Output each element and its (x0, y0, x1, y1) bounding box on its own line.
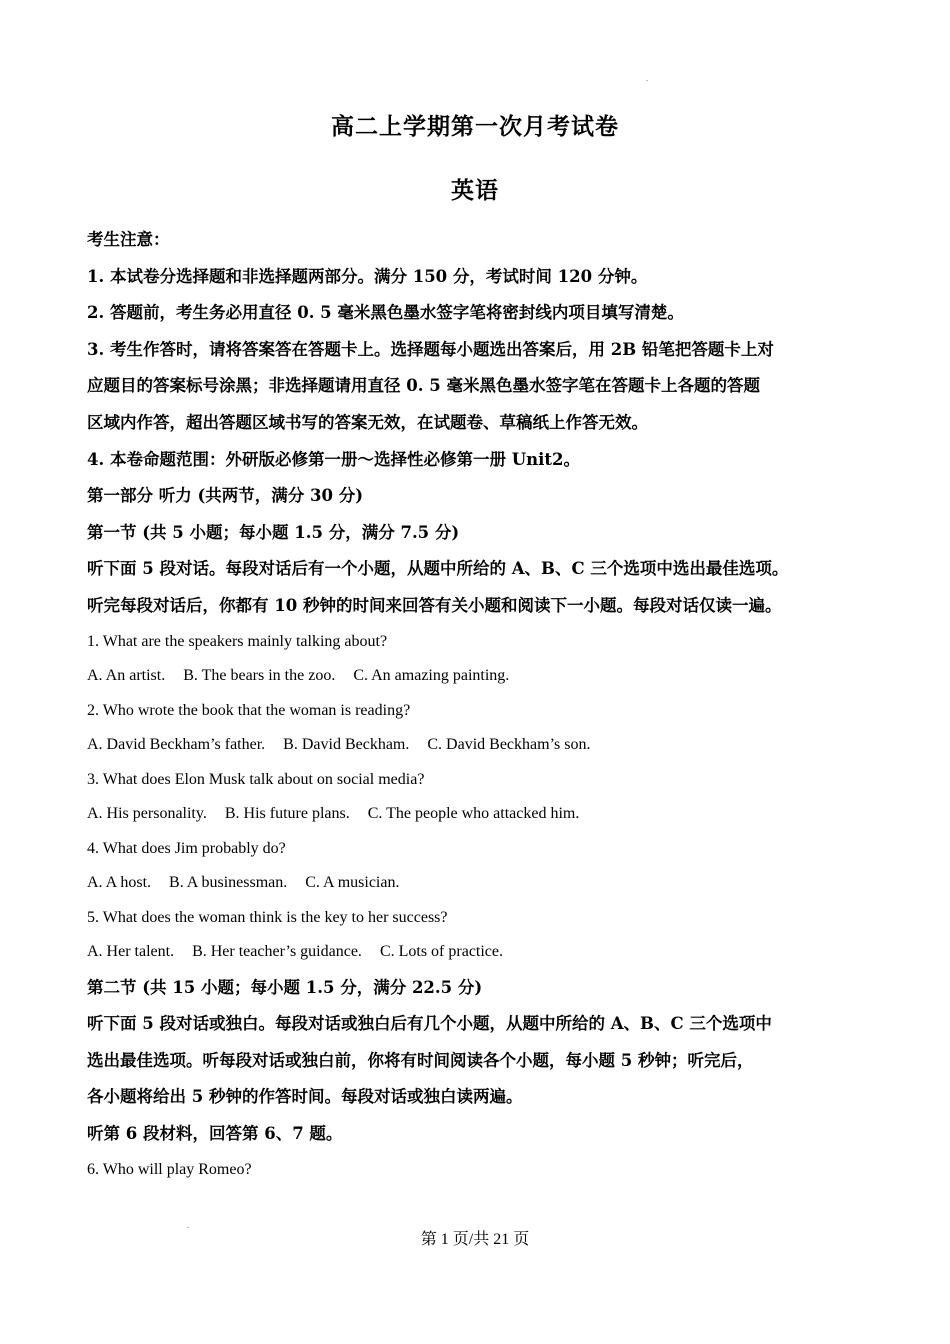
option-c: C. An amazing painting. (353, 667, 510, 685)
option-b: B. A businessman. (169, 874, 288, 892)
part1-heading: 第一部分 听力 (共两节，满分 30 分) (87, 486, 364, 506)
option-c: C. The people who attacked him. (367, 805, 580, 823)
question-6: 6. Who will play Romeo? (87, 1160, 252, 1178)
section2-heading: 第二节 (共 15 小题；每小题 1.5 分，满分 22.5 分) (87, 977, 483, 997)
question-4-options (87, 866, 877, 901)
material-heading: 听第 6 段材料，回答第 6、7 题。 (87, 1123, 343, 1143)
section1-instruction: 听下面 5 段对话。每段对话后有一个小题，从题中所给的 A、B、C 三个选项中选出最佳选项。 (87, 559, 789, 579)
exam-title: 高二上学期第一次月考试卷 (331, 113, 619, 140)
option-b: B. Her teacher’s guidance. (192, 943, 362, 961)
option-b: B. David Beckham. (283, 736, 410, 754)
exam-subject: 英语 (451, 177, 499, 204)
section2-instruction: 选出最佳选项。听每段对话或独白前，你将有时间阅读各个小题，每小题 5 秒钟；听完后， (87, 1050, 754, 1070)
section2-instruction: 各小题将给出 5 秒钟的作答时间。每段对话或独白读两遍。 (87, 1087, 523, 1107)
question-1-options (87, 659, 877, 694)
option-b: B. The bears in the zoo. (183, 667, 336, 685)
notice-item: 4. 本卷命题范围：外研版必修第一册～选择性必修第一册 Unit2。 (87, 449, 580, 469)
section1-instruction: 听完每段对话后，你都有 10 秒钟的时间来回答有关小题和阅读下一小题。每段对话仅读一遍。 (87, 595, 782, 615)
option-c: C. Lots of practice. (379, 943, 504, 961)
section2-instruction: 听下面 5 段对话或独白。每段对话或独白后有几个小题，从题中所给的 A、B、C 三个选项中 (87, 1014, 772, 1034)
notice-item: 3. 考生作答时，请将答案答在答题卡上。选择题每小题选出答案后，用 2B 铅笔把答题卡上对 (87, 339, 774, 359)
option-a: A. Her talent. (87, 943, 175, 961)
question-2: 2. Who wrote the book that the woman is reading? (87, 701, 411, 719)
option-c: C. A musician. (305, 874, 400, 892)
notice-item: 应题目的答案标号涂黑；非选择题请用直径 0. 5 毫米黑色墨水签字笔在答题卡上各题的答题 (87, 376, 760, 396)
question-4: 4. What does Jim probably do? (87, 839, 286, 857)
notice-item: 区域内作答，超出答题区域书写的答案无效，在试题卷、草稿纸上作答无效。 (87, 412, 648, 432)
question-3: 3. What does Elon Musk talk about on social media? (87, 770, 425, 788)
scan-dot (646, 80, 648, 81)
page-number: 第 1 页/共 21 页 (420, 1231, 530, 1248)
option-a: A. A host. (87, 874, 152, 892)
option-a: A. David Beckham’s father. (87, 736, 266, 754)
question-5: 5. What does the woman think is the key to her success? (87, 908, 448, 926)
option-a: A. His personality. (87, 805, 207, 823)
option-c: C. David Beckham’s son. (427, 736, 591, 754)
exam-content (87, 222, 877, 1187)
notice-heading: 考生注意： (87, 230, 170, 249)
option-a: A. An artist. (87, 667, 166, 685)
question-5-options (87, 935, 877, 970)
question-3-options (87, 797, 877, 832)
option-b: B. His future plans. (224, 805, 350, 823)
question-1: 1. What are the speakers mainly talking about? (87, 632, 388, 650)
notice-item: 1. 本试卷分选择题和非选择题两部分。满分 150 分，考试时间 120 分钟。 (87, 266, 648, 286)
section1-heading: 第一节 (共 5 小题；每小题 1.5 分，满分 7.5 分) (87, 522, 460, 542)
notice-item: 2. 答题前，考生务必用直径 0. 5 毫米黑色墨水签字笔将密封线内项目填写清楚。 (87, 303, 684, 323)
question-2-options (87, 728, 877, 763)
